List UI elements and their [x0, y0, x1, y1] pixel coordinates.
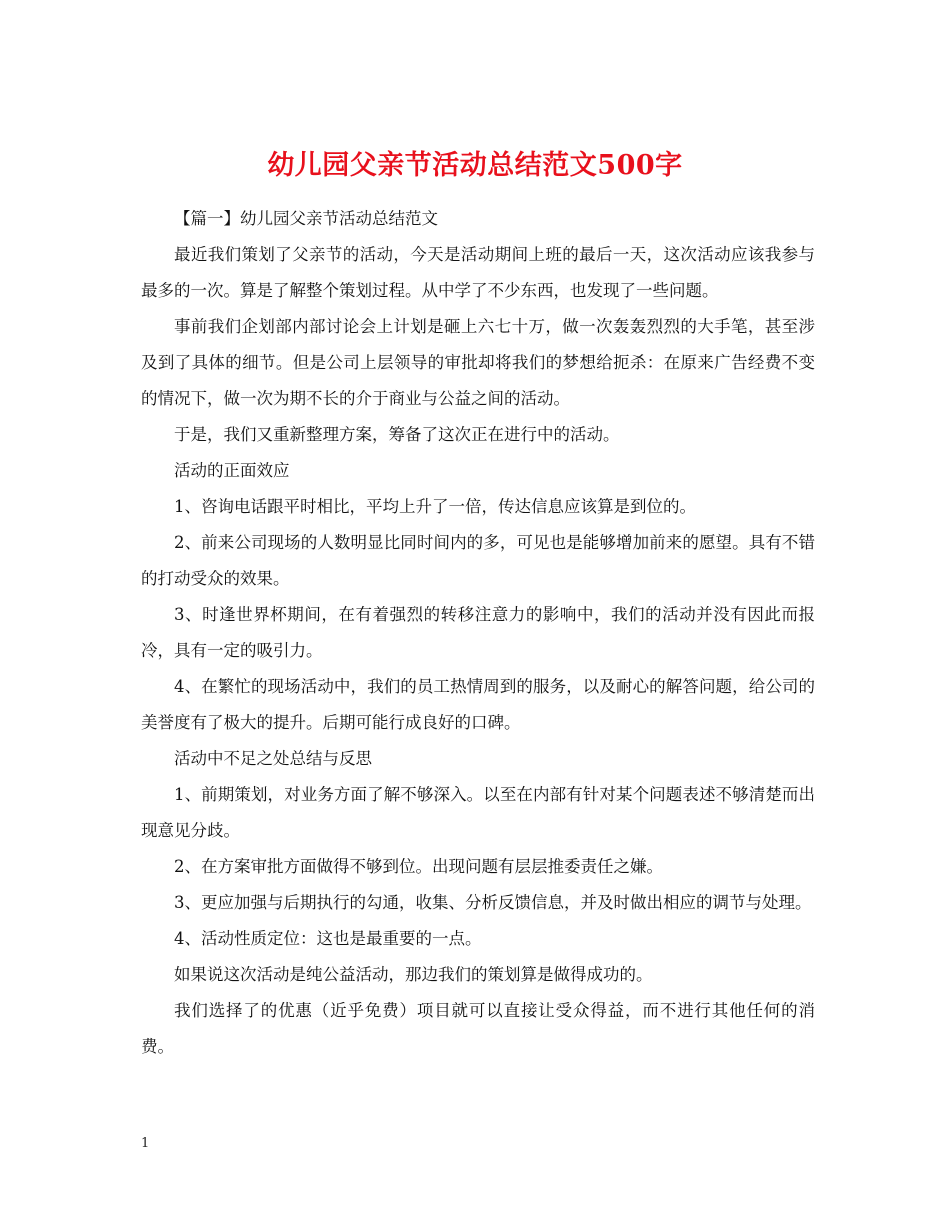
- list-item-shortcoming-3: 3、更应加强与后期执行的勾通，收集、分析反馈信息，并及时做出相应的调节与处理。: [174, 893, 812, 912]
- paragraph-planning: 事前我们企划部内部讨论会上计划是砸上六七十万，做一次轰轰烈烈的大手笔，甚至涉及到了具体的细节。但是公司上层领导的审批却将我们的梦想给扼杀：在原来广告经费不变的情况下，做一次为期不长的介于商业与公益之间的活动。: [141, 317, 815, 408]
- heading-shortcomings: 活动中不足之处总结与反思: [174, 749, 372, 768]
- page-number: 1: [141, 1136, 150, 1151]
- paragraph-reorganize: 于是，我们又重新整理方案，筹备了这次正在进行中的活动。: [174, 425, 620, 444]
- list-item-shortcoming-1: 1、前期策划，对业务方面了解不够深入。以至在内部有针对某个问题表述不够清楚而出现意见分歧。: [141, 785, 815, 840]
- heading-positive-effects: 活动的正面效应: [174, 461, 290, 480]
- document-title: 幼儿园父亲节活动总结范文500字: [267, 150, 683, 182]
- section-heading-part-one: 【篇一】幼儿园父亲节活动总结范文: [174, 209, 438, 228]
- list-item-positive-1: 1、咨询电话跟平时相比，平均上升了一倍，传达信息应该算是到位的。: [174, 497, 696, 516]
- list-item-positive-3: 3、时逢世界杯期间，在有着强烈的转移注意力的影响中，我们的活动并没有因此而报冷，具有一定的吸引力。: [141, 605, 815, 660]
- paragraph-intro: 最近我们策划了父亲节的活动，今天是活动期间上班的最后一天，这次活动应该我参与最多的一次。算是了解整个策划过程。从中学了不少东西，也发现了一些问题。: [141, 245, 815, 300]
- list-item-shortcoming-4: 4、活动性质定位：这也是最重要的一点。: [174, 929, 482, 948]
- paragraph-discount: 我们选择了的优惠（近乎免费）项目就可以直接让受众得益，而不进行其他任何的消费。: [141, 1001, 815, 1056]
- paragraph-public-welfare: 如果说这次活动是纯公益活动，那边我们的策划算是做得成功的。: [174, 965, 653, 984]
- list-item-positive-4: 4、在繁忙的现场活动中，我们的员工热情周到的服务，以及耐心的解答问题，给公司的美誉度有了极大的提升。后期可能行成良好的口碑。: [141, 677, 815, 732]
- list-item-positive-2: 2、前来公司现场的人数明显比同时间内的多，可见也是能够增加前来的愿望。具有不错的打动受众的效果。: [141, 533, 815, 588]
- document-body: [141, 201, 815, 1065]
- list-item-shortcoming-2: 2、在方案审批方面做得不够到位。出现问题有层层推委责任之嫌。: [174, 857, 663, 876]
